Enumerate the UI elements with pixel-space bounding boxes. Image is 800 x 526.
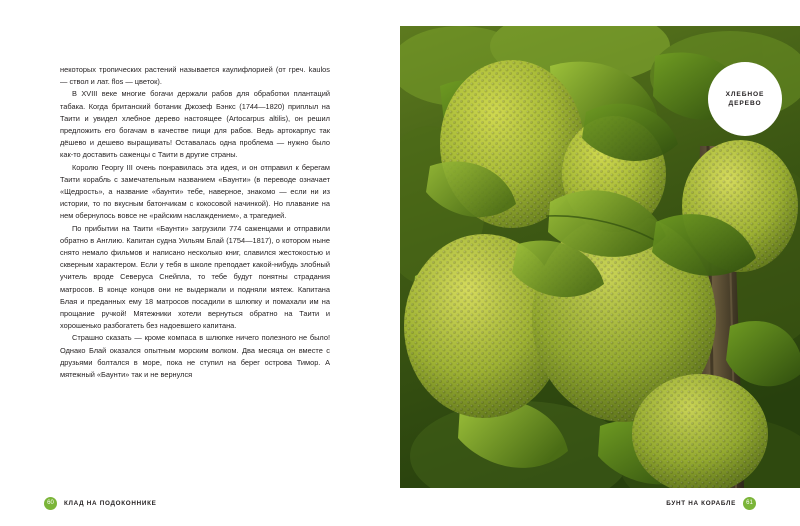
right-page-footer xyxy=(666,497,756,510)
photo-label-text: ХЛЕБНОЕ ДЕРЕВО xyxy=(725,90,765,107)
page-number-right: 61 xyxy=(743,497,756,510)
running-head-left: КЛАД НА ПОДОКОННИКЕ xyxy=(64,500,157,507)
paragraph: По прибытии на Таити «Баунти» загрузили 774 саженцами и отправили обратно в Англию. Капитан судна Уильям Блай (1754—1817), о котором ныне снято немало фильмов и написано несколько книг, славился жестокостью и скверным характером. Если у тебя в школе преподает какой-нибудь злобный учитель вроде Северуса Снейпла, то тебе будут понятны страдания матросов. В конце концов они не выдержали и подняли мятеж. Капитана Блая и преданных ему 18 матросов посадили в шлюпку и помахали им на прощание ручкой! Мятежники хотели вернуться обратно на Таити и хорошенько разбогатеть без надоевшего капитана. xyxy=(60,223,330,331)
right-page xyxy=(400,0,800,526)
paragraph: В XVIII веке многие богачи держали рабов для обработки плантаций табака. Когда британский ботаник Джозеф Бэнкс (1744—1820) приплыл на Таити и увидел хлебное дерево настоящее (Artocarpus altilis), он решил предложить его богачам в качестве пищи для рабов. Ведь артокарпус так дёшево и дешево выращивать! Оставалась одна проблема — нужно было как-то доставить саженцы с Таити в другие страны. xyxy=(60,89,330,160)
running-head-right: БУНТ НА КОРАБЛЕ xyxy=(666,500,736,507)
page-number-left: 60 xyxy=(44,497,57,510)
photo-label-badge xyxy=(708,62,782,136)
left-page-footer xyxy=(44,497,157,510)
paragraph: Королю Георгу III очень понравилась эта идея, и он отправил к берегам Таити корабль с замечательным названием «Баунти» (в переводе означает «Щедрость», а название «баунти» тебе, наверное, знакомо — если ни из истории, то по вкусным батончикам с кокосовой начинкой). Но плавание на нем обернулось вовсе не «райским наслаждением», а трагедией. xyxy=(60,162,330,221)
body-text-column xyxy=(60,64,330,381)
paragraph: некоторых тропических растений называется каулифлорией (от греч. kaulos — ствол и лат. flos — цветок). xyxy=(60,65,330,87)
paragraph: Страшно сказать — кроме компаса в шлюпке ничего полезного не было! Однако Блай оказался опытным морским волком. Два месяца он вместе с друзьями болтался в море, пока не ступил на берег острова Тимор. А мятежный «Баунти» так и не вернулся xyxy=(60,333,330,380)
